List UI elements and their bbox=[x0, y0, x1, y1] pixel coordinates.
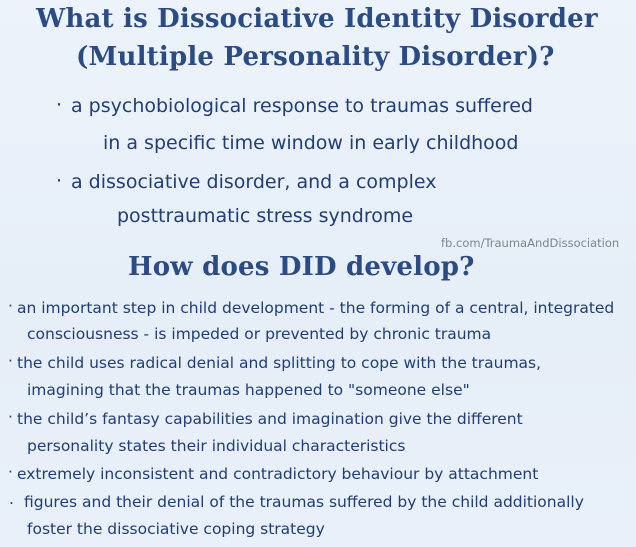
source-credit: fb.com/TraumaAndDissociation bbox=[441, 236, 620, 250]
bullet-marker: · bbox=[8, 352, 13, 370]
bullet-marker: · bbox=[56, 170, 63, 192]
definition-2-line-1: a dissociative disorder, and a complex bbox=[71, 171, 437, 193]
development-3-line-1: the child’s fantasy capabilities and imagination give the different bbox=[17, 410, 523, 428]
definition-1-line-1: a psychobiological response to traumas suffered bbox=[71, 95, 533, 117]
title-line-1: What is Dissociative Identity Disorder bbox=[36, 4, 598, 34]
bullet-marker: . bbox=[9, 490, 14, 508]
development-5-line-2: foster the dissociative coping strategy bbox=[27, 520, 325, 538]
definition-2-line-2: posttraumatic stress syndrome bbox=[117, 205, 414, 227]
development-5-line-1: figures and their denial of the traumas suffered by the child additionally bbox=[24, 493, 584, 511]
bullet-marker: · bbox=[56, 94, 63, 116]
subheading: How does DID develop? bbox=[128, 252, 475, 282]
development-4-line-1: extremely inconsistent and contradictory behaviour by attachment bbox=[17, 465, 539, 483]
development-1-line-1: an important step in child development - the forming of a central, integrated bbox=[17, 299, 615, 317]
bullet-marker: · bbox=[8, 408, 13, 426]
bullet-marker: · bbox=[8, 297, 13, 315]
bullet-marker: · bbox=[8, 463, 13, 481]
development-2-line-2: imagining that the traumas happened to "someone else" bbox=[27, 381, 470, 399]
development-1-line-2: consciousness - is impeded or prevented by chronic trauma bbox=[27, 325, 492, 343]
definition-1-line-2: in a specific time window in early childhood bbox=[103, 132, 519, 154]
title-line-2: (Multiple Personality Disorder)? bbox=[76, 42, 555, 72]
development-2-line-1: the child uses radical denial and splitting to cope with the traumas, bbox=[17, 354, 542, 372]
development-3-line-2: personality states their individual characteristics bbox=[27, 437, 406, 455]
